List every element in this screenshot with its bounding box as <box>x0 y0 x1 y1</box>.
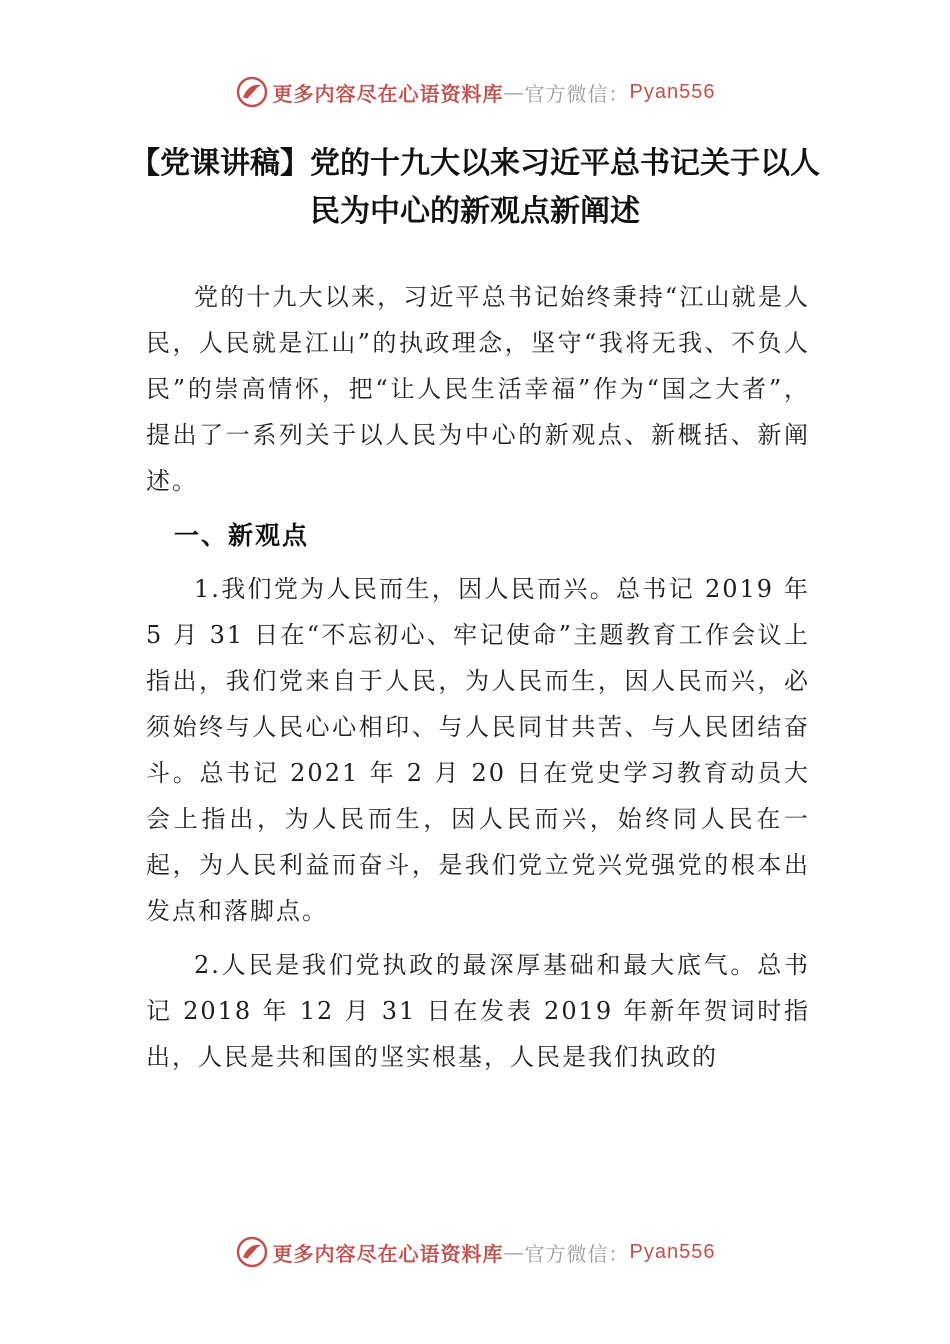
watermark-label: 官方微信： <box>524 81 630 106</box>
document-body <box>146 274 810 1088</box>
intro-paragraph: 党的十九大以来，习近平总书记始终秉持“江山就是人民，人民就是江山”的执政理念，坚守“我将无我、不负人民”的崇高情怀，把“让人民生活幸福”作为“国之大者”，提出了一系列关于以人民为中心的新观点、新概括、新阐述。 <box>146 283 810 495</box>
watermark-brand: 更多内容尽在心语资料库 <box>272 81 504 106</box>
body-paragraph-1: 1.我们党为人民而生，因人民而兴。总书记 2019 年 5 月 31 日在“不忘初心、牢记使命”主题教育工作会议上指出，我们党来自于人民，为人民而生，因人民而兴，必须始终与人民心心相印、与人民同甘共苦、与人民团结奋斗。总书记 2021 年 2 月 20 日在党史学习教育动员大会上指出，为人民而生，因人民而兴，始终同人民在一起，为人民利益而奋斗，是我们党立党兴党强党的根本出发点和落脚点。 <box>146 575 810 925</box>
watermark-brand: 更多内容尽在心语资料库 <box>272 1241 504 1266</box>
watermark-header <box>0 72 950 112</box>
body-paragraph-2: 2.人民是我们党执政的最深厚基础和最大底气。总书记 2018 年 12 月 31 日在发表 2019 年新年贺词时指出，人民是共和国的坚实根基，人民是我们执政的 <box>146 951 810 1071</box>
watermark-separator: — <box>503 80 525 104</box>
watermark-account: Pyan556 <box>629 80 716 103</box>
scroll-logo-icon <box>235 1235 269 1269</box>
watermark-account: Pyan556 <box>629 1240 716 1263</box>
watermark-separator: — <box>503 1240 525 1264</box>
scroll-logo-icon <box>235 75 269 109</box>
document-title: 【党课讲稿】党的十九大以来习近平总书记关于以人民为中心的新观点新阐述 <box>130 146 820 229</box>
watermark-label: 官方微信： <box>524 1241 630 1266</box>
watermark-footer <box>0 1232 950 1272</box>
section-heading: 一、新观点 <box>174 521 310 550</box>
